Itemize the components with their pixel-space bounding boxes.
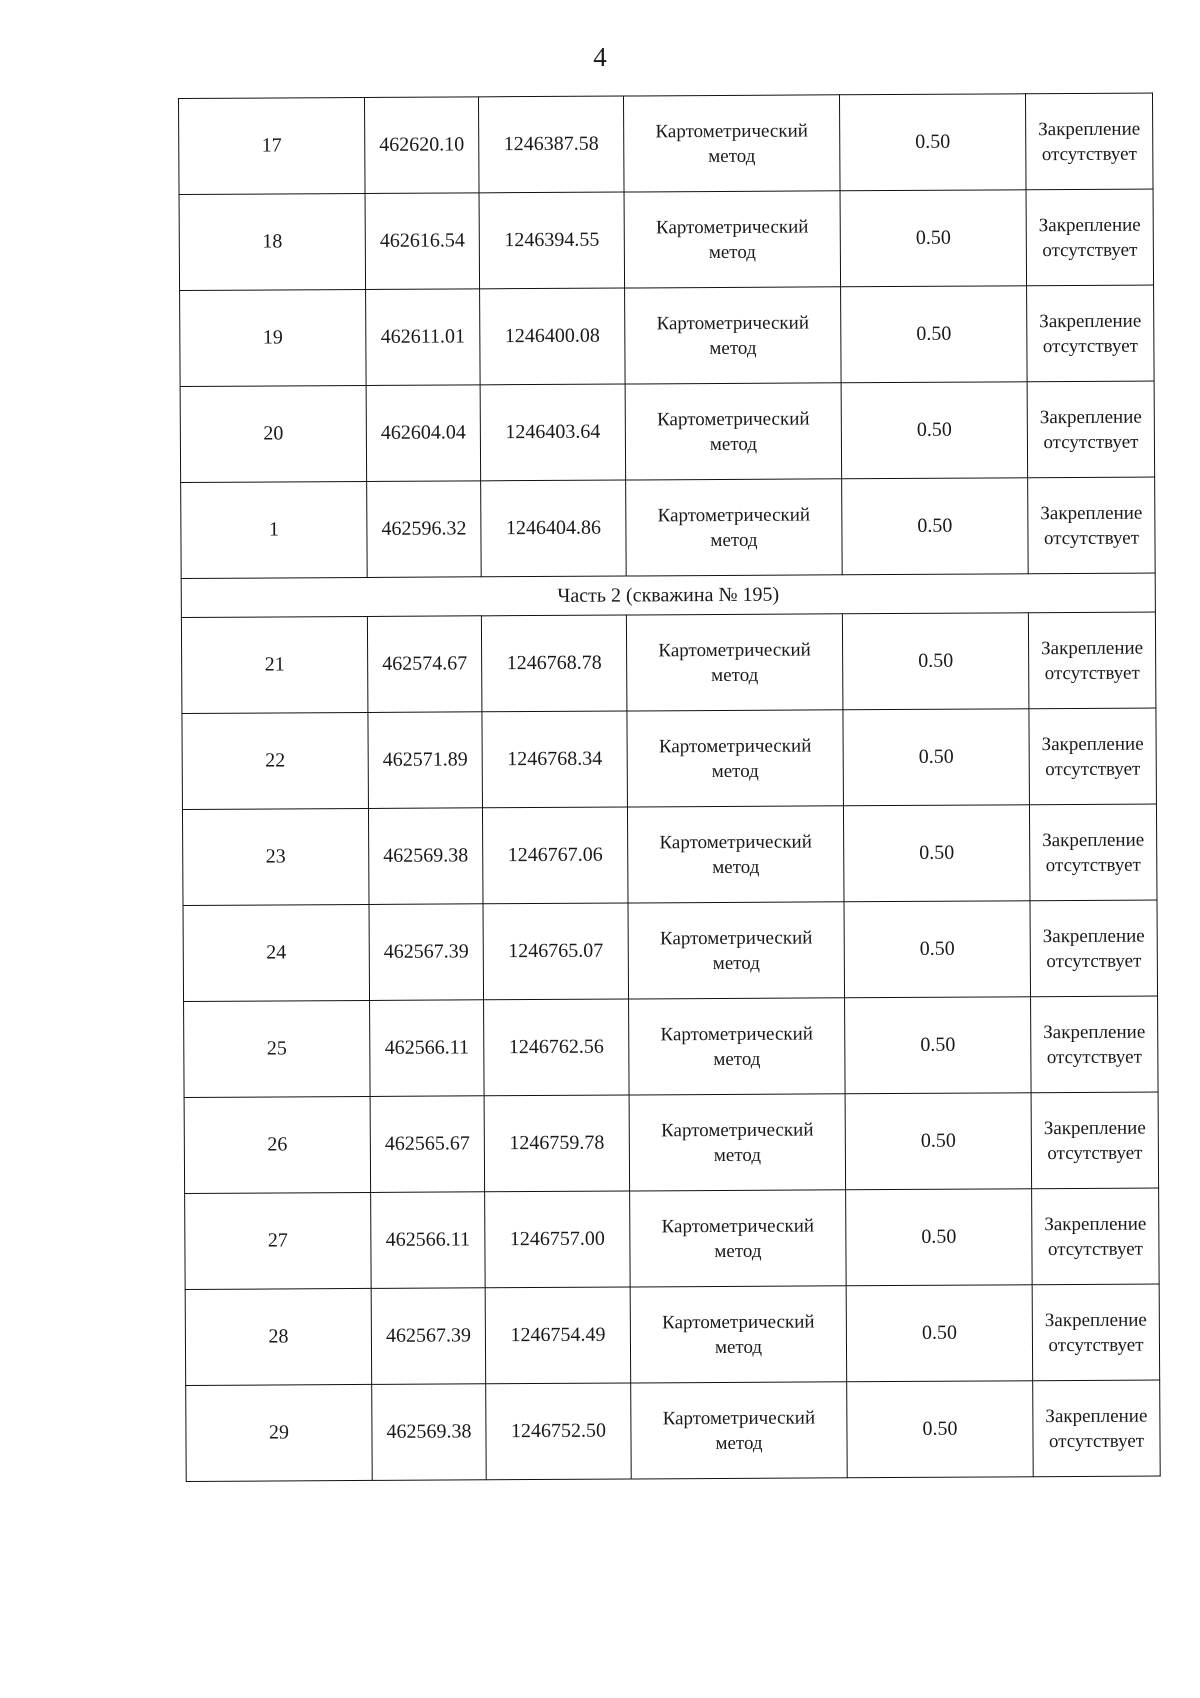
- fixing-text-line2: отсутствует: [1046, 950, 1142, 972]
- x-coordinate-cell: 462569.38: [372, 1384, 487, 1481]
- x-coordinate-cell: 462567.39: [369, 904, 484, 1001]
- fixing-text-line2: отсутствует: [1048, 1334, 1144, 1356]
- fixing-cell: [1032, 1284, 1160, 1381]
- method-text-line2: метод: [714, 1240, 762, 1262]
- x-coordinate-cell: 462596.32: [367, 481, 482, 578]
- method-text-line1: Картометрический: [659, 830, 812, 853]
- fixing-cell: [1031, 996, 1159, 1093]
- y-coordinate-cell: 1246762.56: [484, 999, 630, 1096]
- method-cell: [626, 614, 843, 711]
- fixing-cell: [1026, 189, 1154, 286]
- fixing-cell: [1028, 612, 1156, 709]
- table-row: [179, 189, 1154, 290]
- method-cell: [624, 191, 841, 288]
- point-number-cell: 22: [182, 712, 369, 809]
- table-row: [185, 1188, 1160, 1289]
- method-text-line1: Картометрический: [656, 311, 810, 334]
- fixing-text-line2: отсутствует: [1048, 1430, 1145, 1452]
- x-coordinate-cell: 462565.67: [370, 1096, 485, 1193]
- section-title: Часть 2 (скважина № 195): [181, 573, 1155, 617]
- fixing-cell: [1027, 285, 1155, 382]
- accuracy-cell: 0.50: [843, 805, 1030, 902]
- fixing-cell: [1032, 1188, 1160, 1285]
- method-cell: [630, 1190, 847, 1287]
- fixing-cell: [1030, 900, 1158, 997]
- table-row: [179, 93, 1154, 194]
- fixing-text-line1: Закрепление: [1041, 733, 1144, 755]
- y-coordinate-cell: 1246387.58: [478, 96, 624, 193]
- fixing-text-line2: отсутствует: [1044, 662, 1140, 684]
- method-text-line1: Картометрический: [659, 926, 813, 949]
- method-cell: [627, 710, 844, 807]
- method-text-line2: метод: [708, 241, 756, 263]
- method-text-line1: Картометрический: [657, 407, 810, 430]
- point-number-cell: 19: [180, 289, 367, 386]
- method-text-line2: метод: [713, 1144, 762, 1166]
- method-text-line2: метод: [709, 433, 758, 455]
- fixing-text-line1: Закрепление: [1038, 214, 1141, 236]
- fixing-text-line1: Закрепление: [1039, 406, 1142, 428]
- fixing-text-line1: Закрепление: [1043, 1021, 1146, 1043]
- method-cell: [626, 479, 843, 576]
- accuracy-cell: 0.50: [845, 1093, 1032, 1190]
- point-number-cell: 27: [185, 1192, 372, 1289]
- method-text-line1: Картометрический: [662, 1406, 816, 1429]
- method-cell: [629, 998, 846, 1095]
- accuracy-cell: 0.50: [842, 478, 1029, 575]
- method-cell: [623, 95, 840, 192]
- fixing-text-line1: Закрепление: [1041, 637, 1144, 659]
- y-coordinate-cell: 1246400.08: [480, 288, 626, 385]
- table-row: [185, 1284, 1160, 1385]
- method-text-line2: метод: [712, 952, 760, 974]
- y-coordinate-cell: 1246754.49: [485, 1287, 631, 1384]
- fixing-text-line1: Закрепление: [1044, 1309, 1147, 1331]
- fixing-text-line1: Закрепление: [1044, 1213, 1147, 1235]
- table-row: [184, 996, 1159, 1097]
- y-coordinate-cell: 1246767.06: [482, 807, 628, 904]
- method-text-line1: Картометрический: [662, 1310, 815, 1333]
- x-coordinate-cell: 462566.11: [370, 1000, 485, 1097]
- coordinates-table-body: [179, 93, 1161, 1481]
- point-number-cell: 26: [184, 1096, 371, 1193]
- table-row: [186, 1380, 1161, 1481]
- fixing-cell: [1029, 708, 1157, 805]
- accuracy-cell: 0.50: [841, 286, 1028, 383]
- y-coordinate-cell: 1246759.78: [484, 1095, 630, 1192]
- x-coordinate-cell: 462620.10: [364, 97, 479, 194]
- accuracy-cell: 0.50: [846, 1189, 1033, 1286]
- point-number-cell: 20: [180, 385, 367, 482]
- method-cell: [625, 287, 842, 384]
- method-text-line1: Картометрический: [657, 503, 811, 526]
- point-number-cell: 25: [184, 1000, 371, 1097]
- coordinates-table: [178, 93, 1161, 1482]
- fixing-text-line2: отсутствует: [1043, 431, 1139, 453]
- fixing-cell: [1029, 804, 1157, 901]
- y-coordinate-cell: 1246768.78: [481, 615, 627, 712]
- page-number: 4: [593, 42, 607, 72]
- table-row: [183, 900, 1158, 1001]
- point-number-cell: 18: [179, 193, 366, 290]
- accuracy-cell: 0.50: [846, 1285, 1033, 1382]
- x-coordinate-cell: 462567.39: [371, 1288, 486, 1385]
- x-coordinate-cell: 462574.67: [367, 616, 482, 713]
- method-cell: [625, 383, 842, 480]
- point-number-cell: 29: [186, 1384, 373, 1481]
- fixing-text-line1: Закрепление: [1039, 310, 1142, 332]
- method-text-line2: метод: [710, 529, 758, 551]
- table-row: [180, 285, 1155, 386]
- fixing-text-line1: Закрепление: [1040, 502, 1143, 524]
- method-text-line2: метод: [713, 1048, 761, 1070]
- point-number-cell: 21: [181, 616, 368, 713]
- method-text-line1: Картометрический: [658, 638, 811, 661]
- x-coordinate-cell: 462571.89: [368, 712, 483, 809]
- fixing-text-line1: Закрепление: [1042, 829, 1145, 851]
- accuracy-cell: 0.50: [843, 709, 1030, 806]
- point-number-cell: 1: [181, 481, 368, 578]
- x-coordinate-cell: 462569.38: [368, 808, 483, 905]
- y-coordinate-cell: 1246404.86: [481, 480, 627, 577]
- fixing-text-line1: Закрепление: [1042, 925, 1145, 947]
- method-text-line1: Картометрический: [661, 1214, 815, 1237]
- x-coordinate-cell: 462566.11: [371, 1192, 486, 1289]
- y-coordinate-cell: 1246394.55: [479, 192, 625, 289]
- method-text-line1: Картометрический: [655, 119, 808, 142]
- fixing-text-line2: отсутствует: [1047, 1238, 1144, 1260]
- method-text-line2: метод: [711, 760, 759, 782]
- fixing-text-line2: отсутствует: [1041, 143, 1137, 165]
- method-cell: [629, 1094, 846, 1191]
- method-text-line2: метод: [715, 1432, 763, 1454]
- method-text-line2: метод: [709, 337, 757, 359]
- accuracy-cell: 0.50: [842, 613, 1029, 710]
- fixing-text-line1: Закрепление: [1043, 1117, 1146, 1139]
- method-cell: [627, 806, 844, 903]
- table-row: [181, 477, 1156, 578]
- x-coordinate-cell: 462604.04: [366, 385, 481, 482]
- y-coordinate-cell: 1246403.64: [480, 384, 626, 481]
- method-cell: [630, 1286, 847, 1383]
- method-text-line2: метод: [711, 664, 759, 686]
- point-number-cell: 28: [185, 1288, 372, 1385]
- method-text-line1: Картометрический: [658, 734, 812, 757]
- table-row: [180, 381, 1155, 482]
- fixing-text-line2: отсутствует: [1045, 854, 1141, 876]
- fixing-cell: [1033, 1380, 1161, 1477]
- method-cell: [628, 902, 845, 999]
- accuracy-cell: 0.50: [841, 382, 1028, 479]
- fixing-text-line2: отсутствует: [1045, 758, 1141, 780]
- fixing-text-line2: отсутствует: [1042, 239, 1138, 261]
- accuracy-cell: 0.50: [839, 94, 1026, 191]
- fixing-text-line2: отсутствует: [1042, 335, 1138, 357]
- y-coordinate-cell: 1246768.34: [482, 711, 628, 808]
- table-row: [181, 612, 1156, 713]
- fixing-text-line1: Закрепление: [1045, 1405, 1148, 1427]
- method-text-line1: Картометрический: [660, 1118, 814, 1141]
- fixing-text-line2: отсутствует: [1043, 527, 1140, 549]
- fixing-cell: [1027, 381, 1155, 478]
- fixing-text-line2: отсутствует: [1046, 1046, 1142, 1068]
- fixing-cell: [1031, 1092, 1159, 1189]
- table-row: [182, 708, 1157, 809]
- fixing-cell: [1028, 477, 1156, 574]
- y-coordinate-cell: 1246752.50: [486, 1383, 632, 1480]
- method-text-line2: метод: [712, 856, 760, 878]
- fixing-text-line2: отсутствует: [1047, 1142, 1143, 1164]
- x-coordinate-cell: 462616.54: [365, 193, 480, 290]
- accuracy-cell: 0.50: [845, 997, 1032, 1094]
- method-text-line1: Картометрический: [660, 1022, 813, 1045]
- table-row: [182, 804, 1157, 905]
- fixing-text-line1: Закрепление: [1038, 118, 1141, 140]
- point-number-cell: 24: [183, 904, 370, 1001]
- method-cell: [631, 1382, 848, 1479]
- fixing-cell: [1025, 93, 1153, 190]
- y-coordinate-cell: 1246765.07: [483, 903, 629, 1000]
- accuracy-cell: 0.50: [847, 1381, 1034, 1478]
- table-row: [184, 1092, 1159, 1193]
- section-header-row: [181, 573, 1155, 617]
- accuracy-cell: 0.50: [840, 190, 1027, 287]
- point-number-cell: 17: [179, 97, 366, 194]
- method-text-line2: метод: [714, 1336, 763, 1358]
- y-coordinate-cell: 1246757.00: [485, 1191, 631, 1288]
- method-text-line2: метод: [708, 145, 756, 167]
- point-number-cell: 23: [182, 808, 369, 905]
- method-text-line1: Картометрический: [655, 215, 809, 238]
- x-coordinate-cell: 462611.01: [366, 289, 481, 386]
- accuracy-cell: 0.50: [844, 901, 1031, 998]
